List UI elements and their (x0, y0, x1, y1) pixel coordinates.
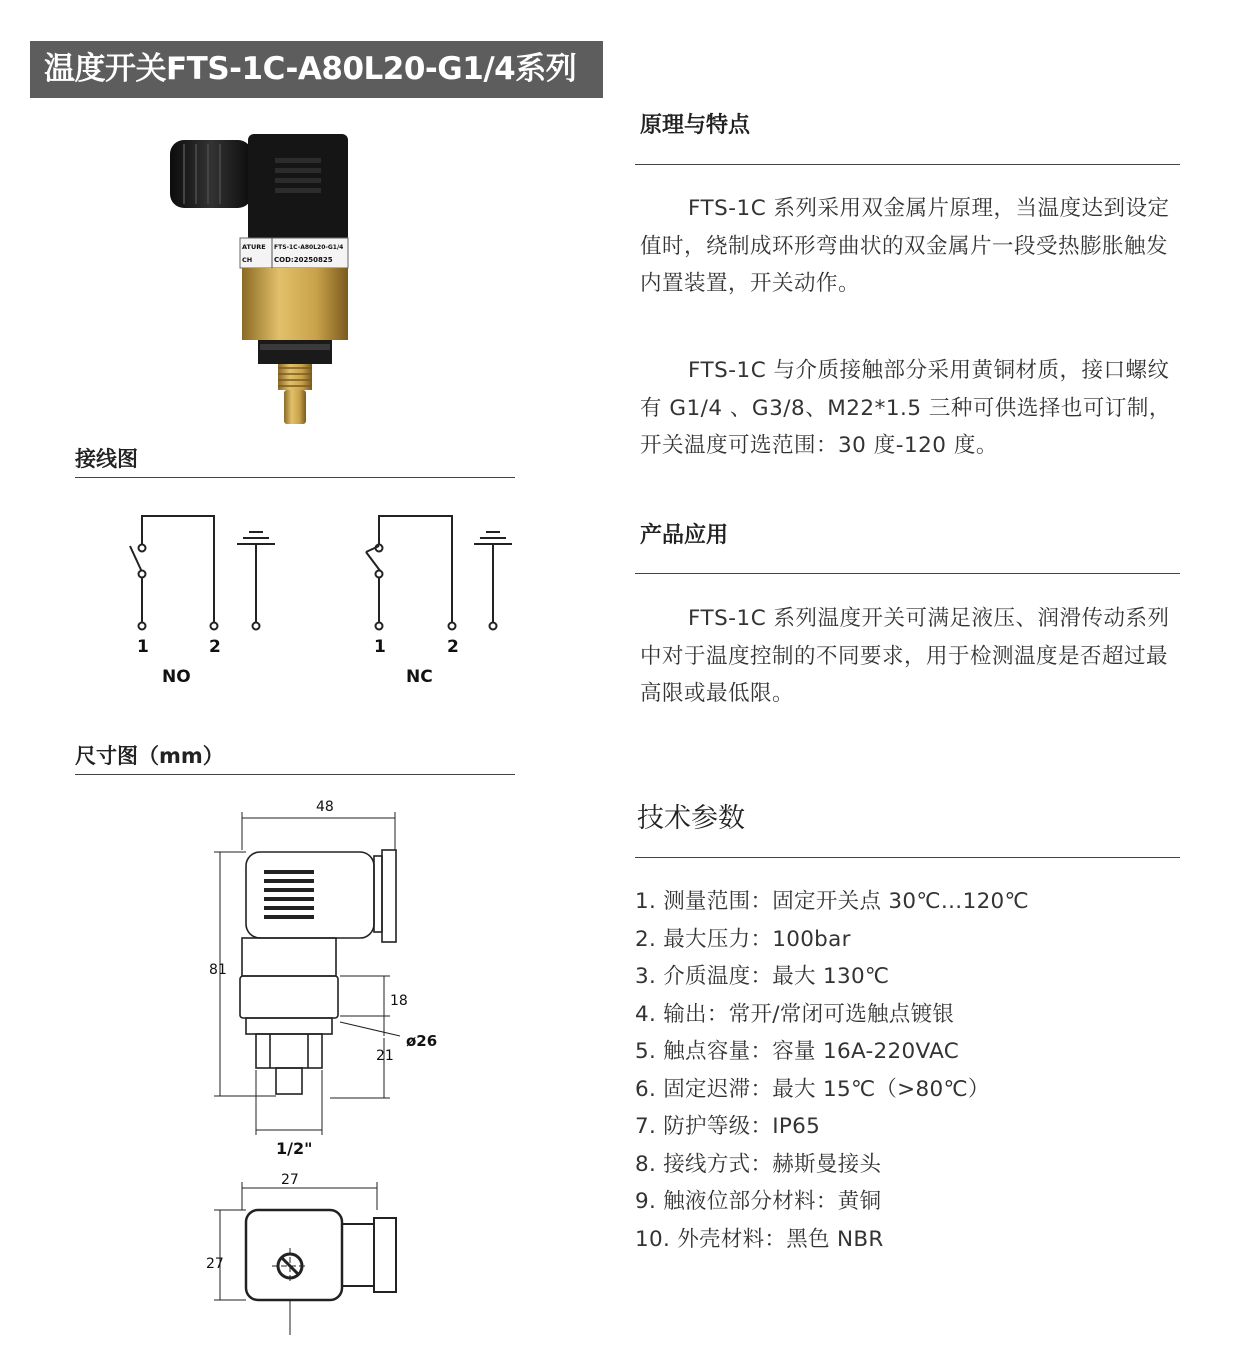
label-text-2: FTS-1C-A80L20-G1/4 (274, 244, 344, 251)
dimension-drawing (190, 790, 460, 1350)
hex-nut (258, 340, 332, 364)
no-terminal-1: 1 (137, 637, 149, 657)
brass-body (242, 268, 348, 340)
application-heading: 产品应用 (640, 523, 729, 548)
dim-top-width: 27 (281, 1172, 299, 1188)
param-item: 7. 防护等级：IP65 (635, 1114, 821, 1139)
label-text-1: ATURE (242, 243, 266, 251)
divider (635, 164, 1180, 165)
dim-width: 48 (316, 799, 334, 815)
param-item: 6. 固定迟滞：最大 15℃（>80℃） (635, 1076, 990, 1102)
dim-21: 21 (376, 1048, 394, 1064)
dim-top-height: 27 (206, 1256, 224, 1272)
no-label: NO (162, 667, 191, 687)
nc-terminal-1: 1 (374, 637, 386, 657)
wiring-nc (366, 516, 512, 630)
page-title: 温度开关FTS-1C-A80L20-G1/4系列 (30, 41, 603, 98)
no-terminal-2: 2 (209, 637, 221, 657)
product-photo (150, 118, 390, 438)
nc-label: NC (406, 667, 433, 687)
param-item: 8. 接线方式：赫斯曼接头 (635, 1151, 882, 1177)
nc-terminal-2: 2 (447, 637, 459, 657)
param-item: 2. 最大压力：100bar (635, 926, 851, 952)
param-item: 9. 触液位部分材料：黄铜 (635, 1189, 882, 1214)
param-item: 3. 介质温度：最大 130℃ (635, 964, 890, 989)
param-item: 1. 测量范围：固定开关点 30℃…120℃ (635, 889, 1029, 914)
wiring-diagram (100, 500, 540, 700)
dim-thread: 1/2" (276, 1139, 313, 1158)
principle-heading: 原理与特点 (640, 113, 751, 138)
divider (635, 573, 1180, 574)
divider (635, 857, 1180, 858)
param-item: 5. 触点容量：容量 16A-220VAC (635, 1039, 960, 1064)
params-heading: 技术参数 (637, 803, 745, 834)
params-list (635, 883, 1029, 1258)
principle-paragraph-1: FTS-1C 系列采用双金属片原理，当温度达到设定值时，绕制成环形弯曲状的双金属片一段受热膨胀触发内置装置，开关动作。 (640, 196, 1170, 296)
wiring-heading: 接线图 (75, 443, 515, 478)
dim-height: 81 (209, 962, 227, 978)
param-item: 10. 外壳材料：黑色 NBR (635, 1226, 884, 1252)
wiring-no (130, 516, 275, 630)
principle-paragraph-2: FTS-1C 与介质接触部分采用黄铜材质，接口螺纹有 G1/4 、G3/8、M22*1.5 三种可供选择也可订制，开关温度可选范围：30 度-120 度。 (640, 358, 1171, 458)
probe (284, 390, 306, 424)
application-paragraph: FTS-1C 系列温度开关可满足液压、润滑传动系列中对于温度控制的不同要求，用于检测温度是否超过最高限或最低限。 (640, 606, 1170, 706)
dim-26: ø26 (406, 1032, 438, 1050)
label-text-3: CH (242, 256, 253, 264)
label-text-4: COD:20250825 (274, 256, 333, 264)
cable-gland (170, 140, 252, 208)
dims-heading: 尺寸图（mm） (75, 740, 515, 775)
dim-18: 18 (390, 993, 408, 1009)
param-item: 4. 输出：常开/常闭可选触点镀银 (635, 1001, 955, 1027)
